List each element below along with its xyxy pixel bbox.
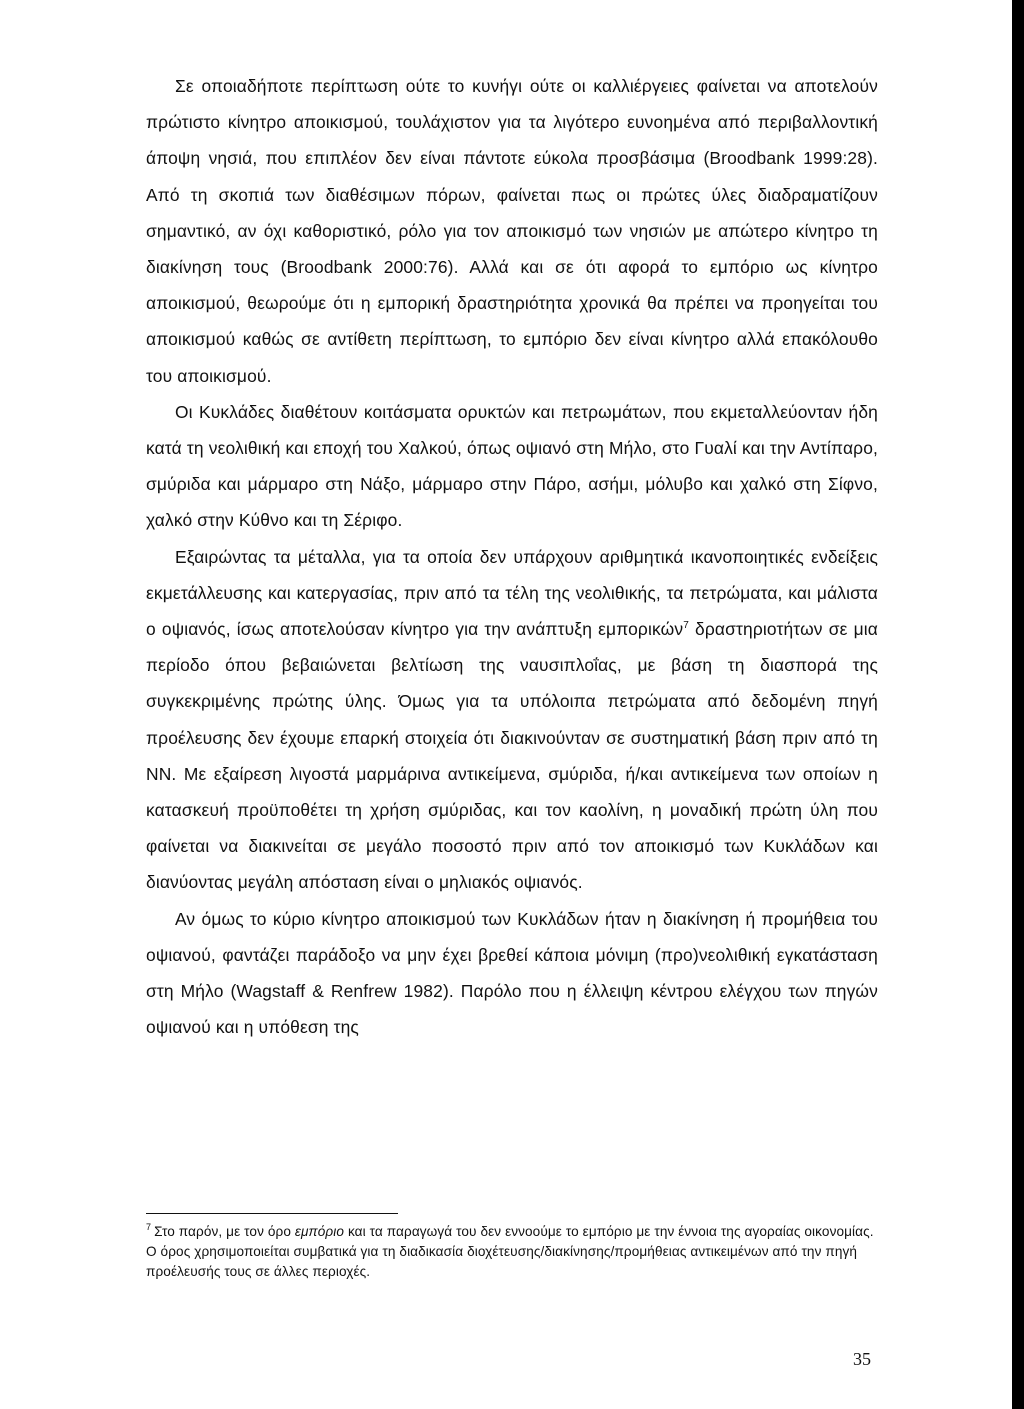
paragraph-1: Σε οποιαδήποτε περίπτωση ούτε το κυνήγι ούτε οι καλλιέργειες φαίνεται να αποτελούν πρώτιστο κίνητρο αποικισμού, τουλάχιστον για τα λιγότερο ευνοημένα από περιβαλλοντική άποψη νησιά, που επιπλέον δεν είναι πάντοτε εύκολα προσβάσιμα (Broodbank 1999:28). Από τη σκοπιά των διαθέσιμων πόρων, φαίνεται πως οι πρώτες ύλες διαδραματίζουν σημαντικό, αν όχι καθοριστικό, ρόλο για τον αποικισμό των νησιών με απώτερο κίνητρο τη διακίνηση τους (Broodbank 2000:76). Αλλά και σε ότι αφορά το εμπόριο ως κίνητρο αποικισμού, θεωρούμε ότι η εμπορική δραστηριότητα χρονικά θα πρέπει να προηγείται του αποικισμού καθώς σε αντίθετη περίπτωση, το εμπόριο δεν είναι κίνητρο αλλά επακόλουθο του αποικισμού.: [146, 76, 878, 386]
footnote-number: 7: [146, 1222, 152, 1233]
footnote-reference[interactable]: 7: [683, 620, 689, 632]
footnote-separator: [146, 1213, 398, 1214]
page-number: 35: [853, 1349, 871, 1369]
paragraph-3-lead: Εξαιρώντας τα μέταλλα, για τα οποία δεν υπάρχουν αριθμητικά ικανοποιητικές ενδείξεις εκμετάλλευσης και κατεργασίας, πριν από τα τέλη της νεολιθικής, τα πετρώματα, και μάλιστα ο οψιανός, ίσως αποτελούσαν κίνητρο για την ανάπτυξη εμπορικών: [146, 546, 878, 640]
footnote-text-before: Στο παρόν, με τον όρο: [154, 1224, 291, 1239]
paragraph-3: [146, 539, 878, 901]
footnote-emphasis: εμπόριο: [294, 1224, 345, 1239]
paragraph-2: Οι Κυκλάδες διαθέτουν κοιτάσματα ορυκτών και πετρωμάτων, που εκμεταλλεύονταν ήδη κατά τη νεολιθική και εποχή του Χαλκού, όπως οψιανό στη Μήλο, στο Γυαλί και την Αντίπαρο, σμύριδα και μάρμαρο στη Νάξο, μάρμαρο στην Πάρο, ασήμι, μόλυβο και χαλκό στη Σίφνο, χαλκό στην Κύθνο και τη Σέριφο.: [146, 401, 878, 531]
footnote-text-after: και τα παραγωγά του δεν εννοούμε το εμπόριο με την έννοια της αγοραίας οικονομίας. Ο όρος χρησιμοποιείται συμβατικά για τη διαδικασία διοχέτευσης/διακίνησης/προμήθειας αντικειμένων από την πηγή προέλευσής τους σε άλλες περιοχές.: [146, 1224, 874, 1279]
paragraph-4: Αν όμως το κύριο κίνητρο αποικισμού των Κυκλάδων ήταν η διακίνηση ή προμήθεια του οψιανού, φαντάζει παράδοξο να μην έχει βρεθεί κάποια μόνιμη (προ)νεολιθική εγκατάσταση στη Μήλο (Wagstaff & Renfrew 1982). Παρόλο που η έλλειψη κέντρου ελέγχου των πηγών οψιανού και η υπόθεση της: [146, 908, 878, 1038]
body-text: [146, 68, 878, 1045]
footnote: [146, 1222, 878, 1282]
scan-edge: [1012, 0, 1024, 1409]
paragraph-3-rest: δραστηριοτήτων σε μια περίοδο όπου βεβαιώνεται βελτίωση της ναυσιπλοΐας, με βάση τη διασπορά της συγκεκριμένης πρώτης ύλης. Όμως για τα υπόλοιπα πετρώματα από δεδομένη πηγή προέλευσης δεν έχουμε επαρκή στοιχεία ότι διακινούνταν σε συστηματική βάση πριν από τη ΝΝ. Με εξαίρεση λιγοστά μαρμάρινα αντικείμενα, σμύριδα, ή/και αντικείμενα των οποίων η κατασκευή προϋποθέτει τη χρήση σμύριδας, και τον καολίνη, η μοναδική πρώτη ύλη που φαίνεται να διακινείται σε μεγάλο ποσοστό πριν από τον αποικισμό των Κυκλάδων και διανύοντας μεγάλη απόσταση είναι ο μηλιακός οψιανός.: [146, 619, 879, 893]
